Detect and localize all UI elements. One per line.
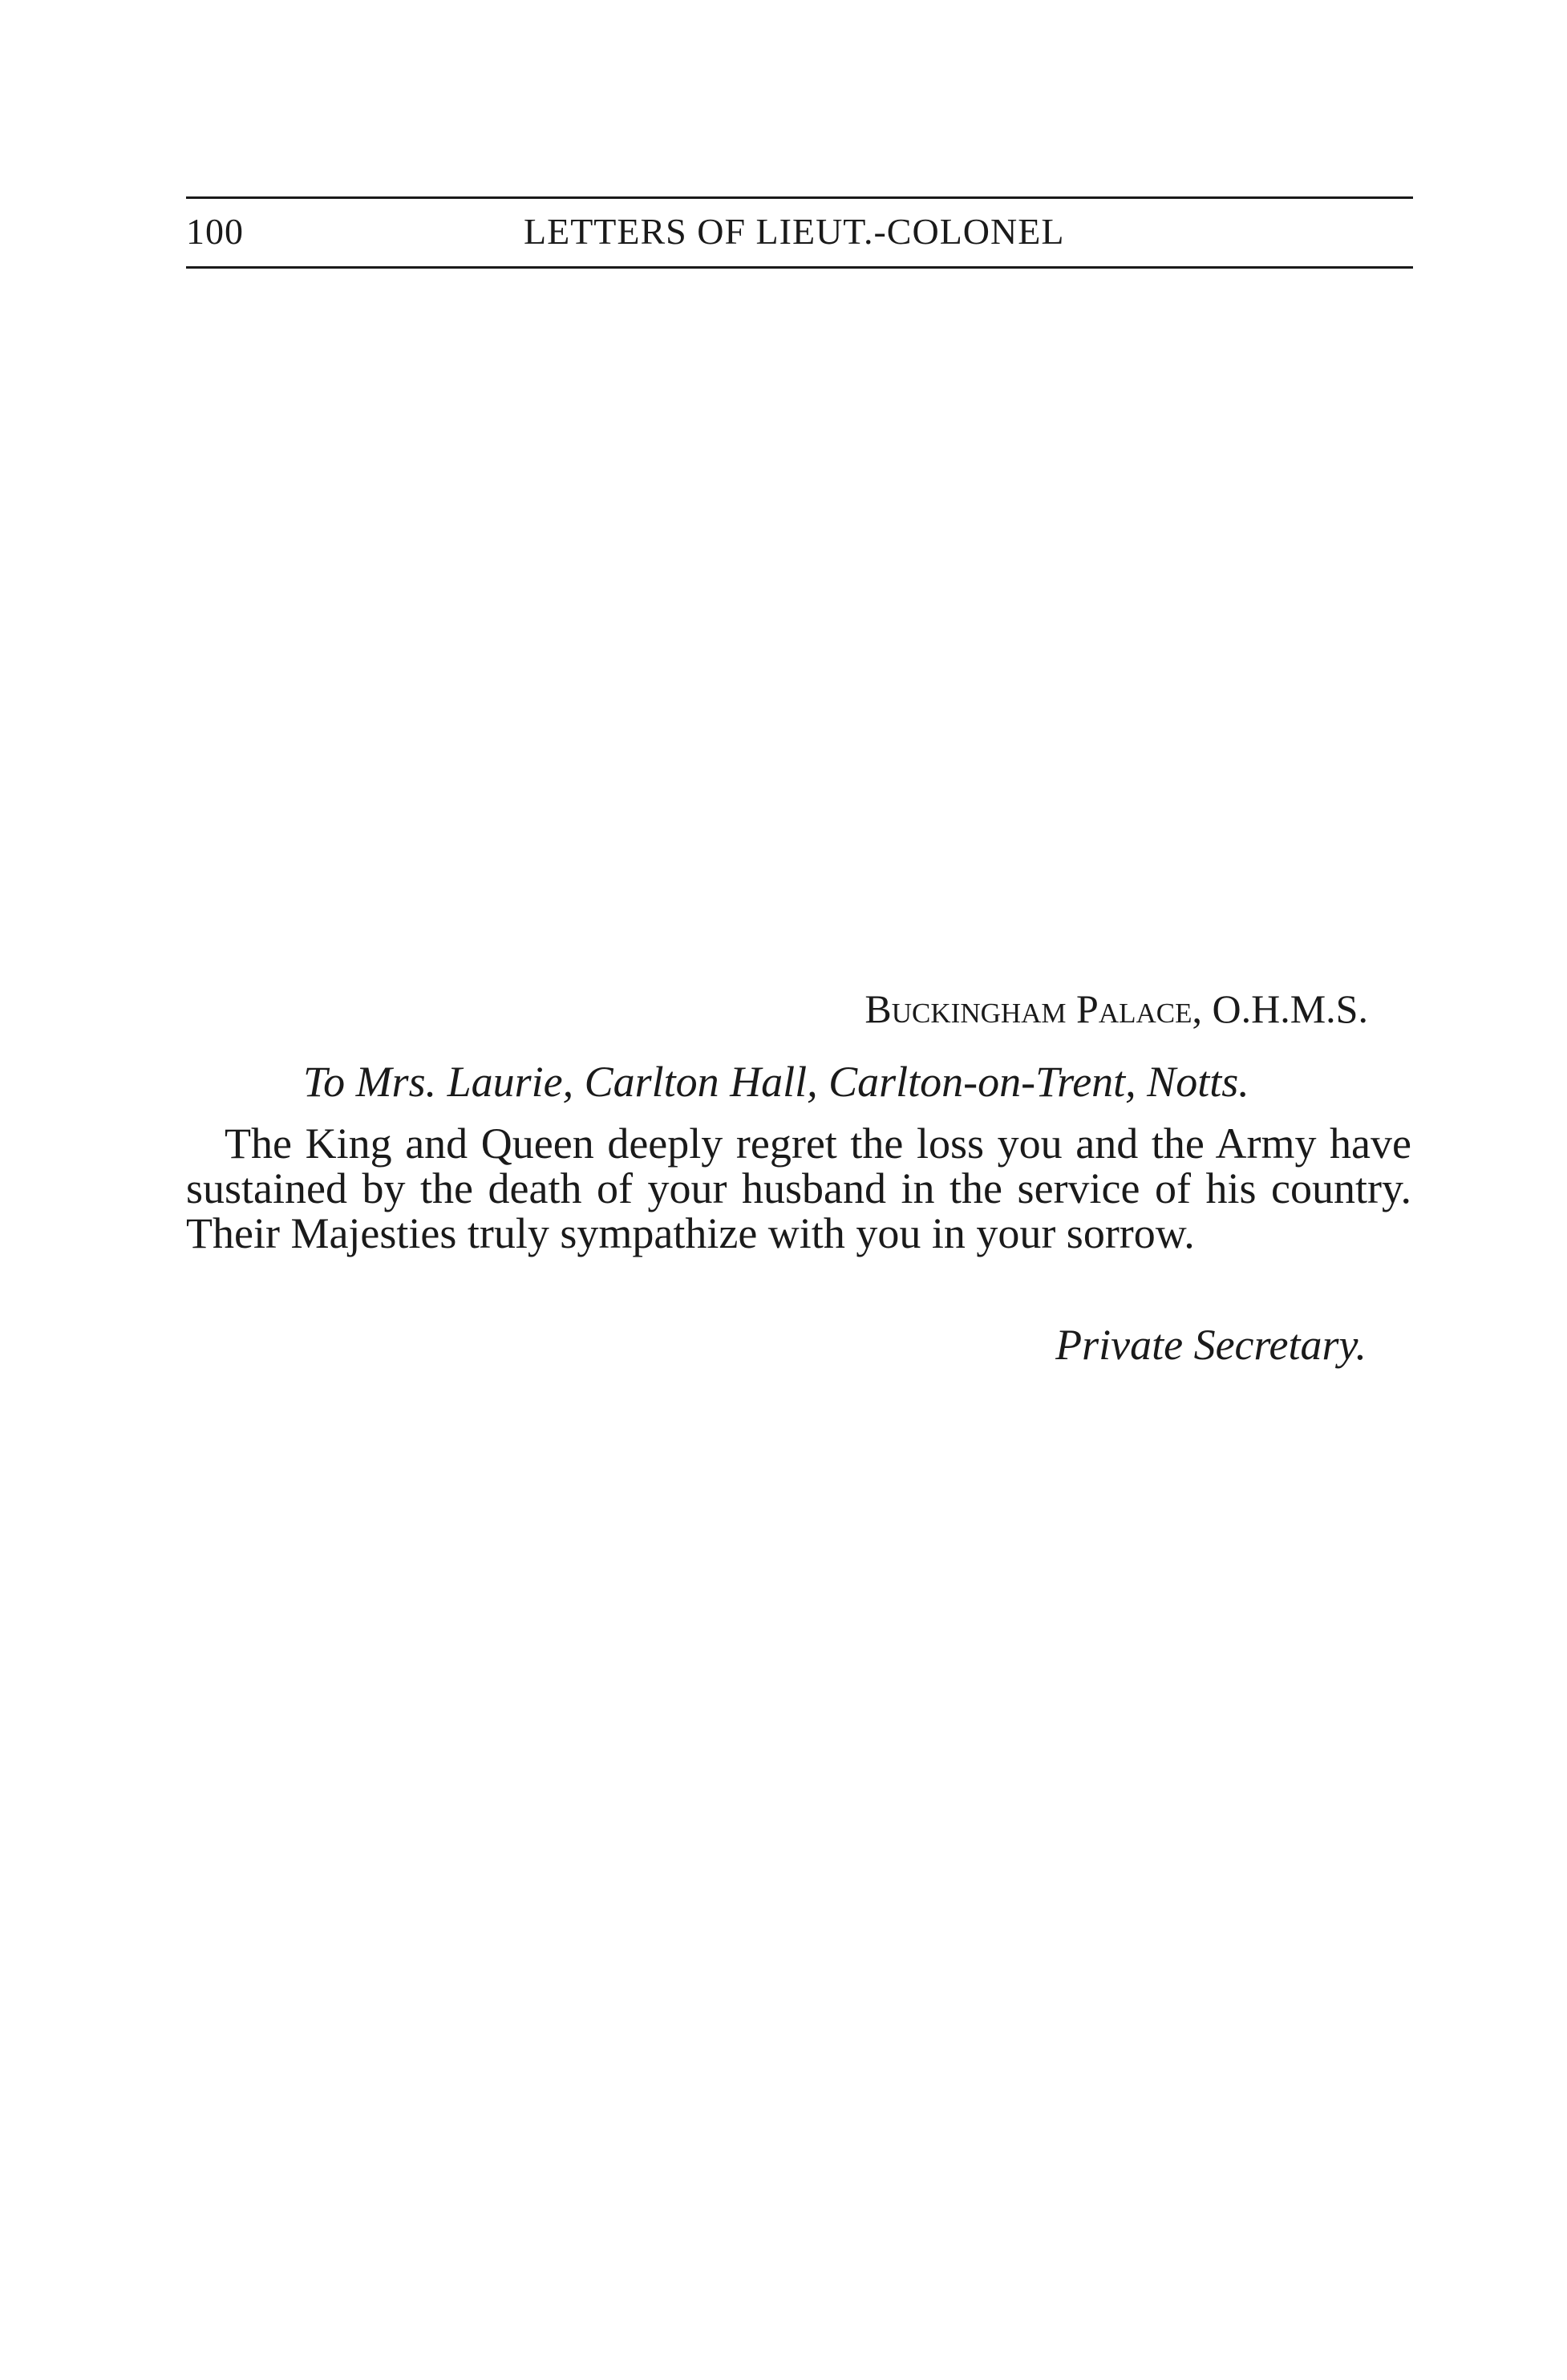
letter-signature: Private Secretary.: [1055, 1321, 1367, 1369]
running-title: LETTERS OF LIEUT.-COLONEL: [524, 211, 1065, 252]
page-number: 100: [186, 211, 244, 252]
letter-addressee: To Mrs. Laurie, Carlton Hall, Carlton-on-Trent, Notts.: [303, 1058, 1249, 1106]
letter-sender: Buckingham Palace, O.H.M.S.: [864, 986, 1368, 1031]
running-header: [186, 196, 1413, 269]
letter-body: The King and Queen deeply regret the loss you and the Army have sustained by the death of your husband in the service of his country. Their Majesties truly sympathize with you in your sorrow.: [186, 1119, 1411, 1257]
